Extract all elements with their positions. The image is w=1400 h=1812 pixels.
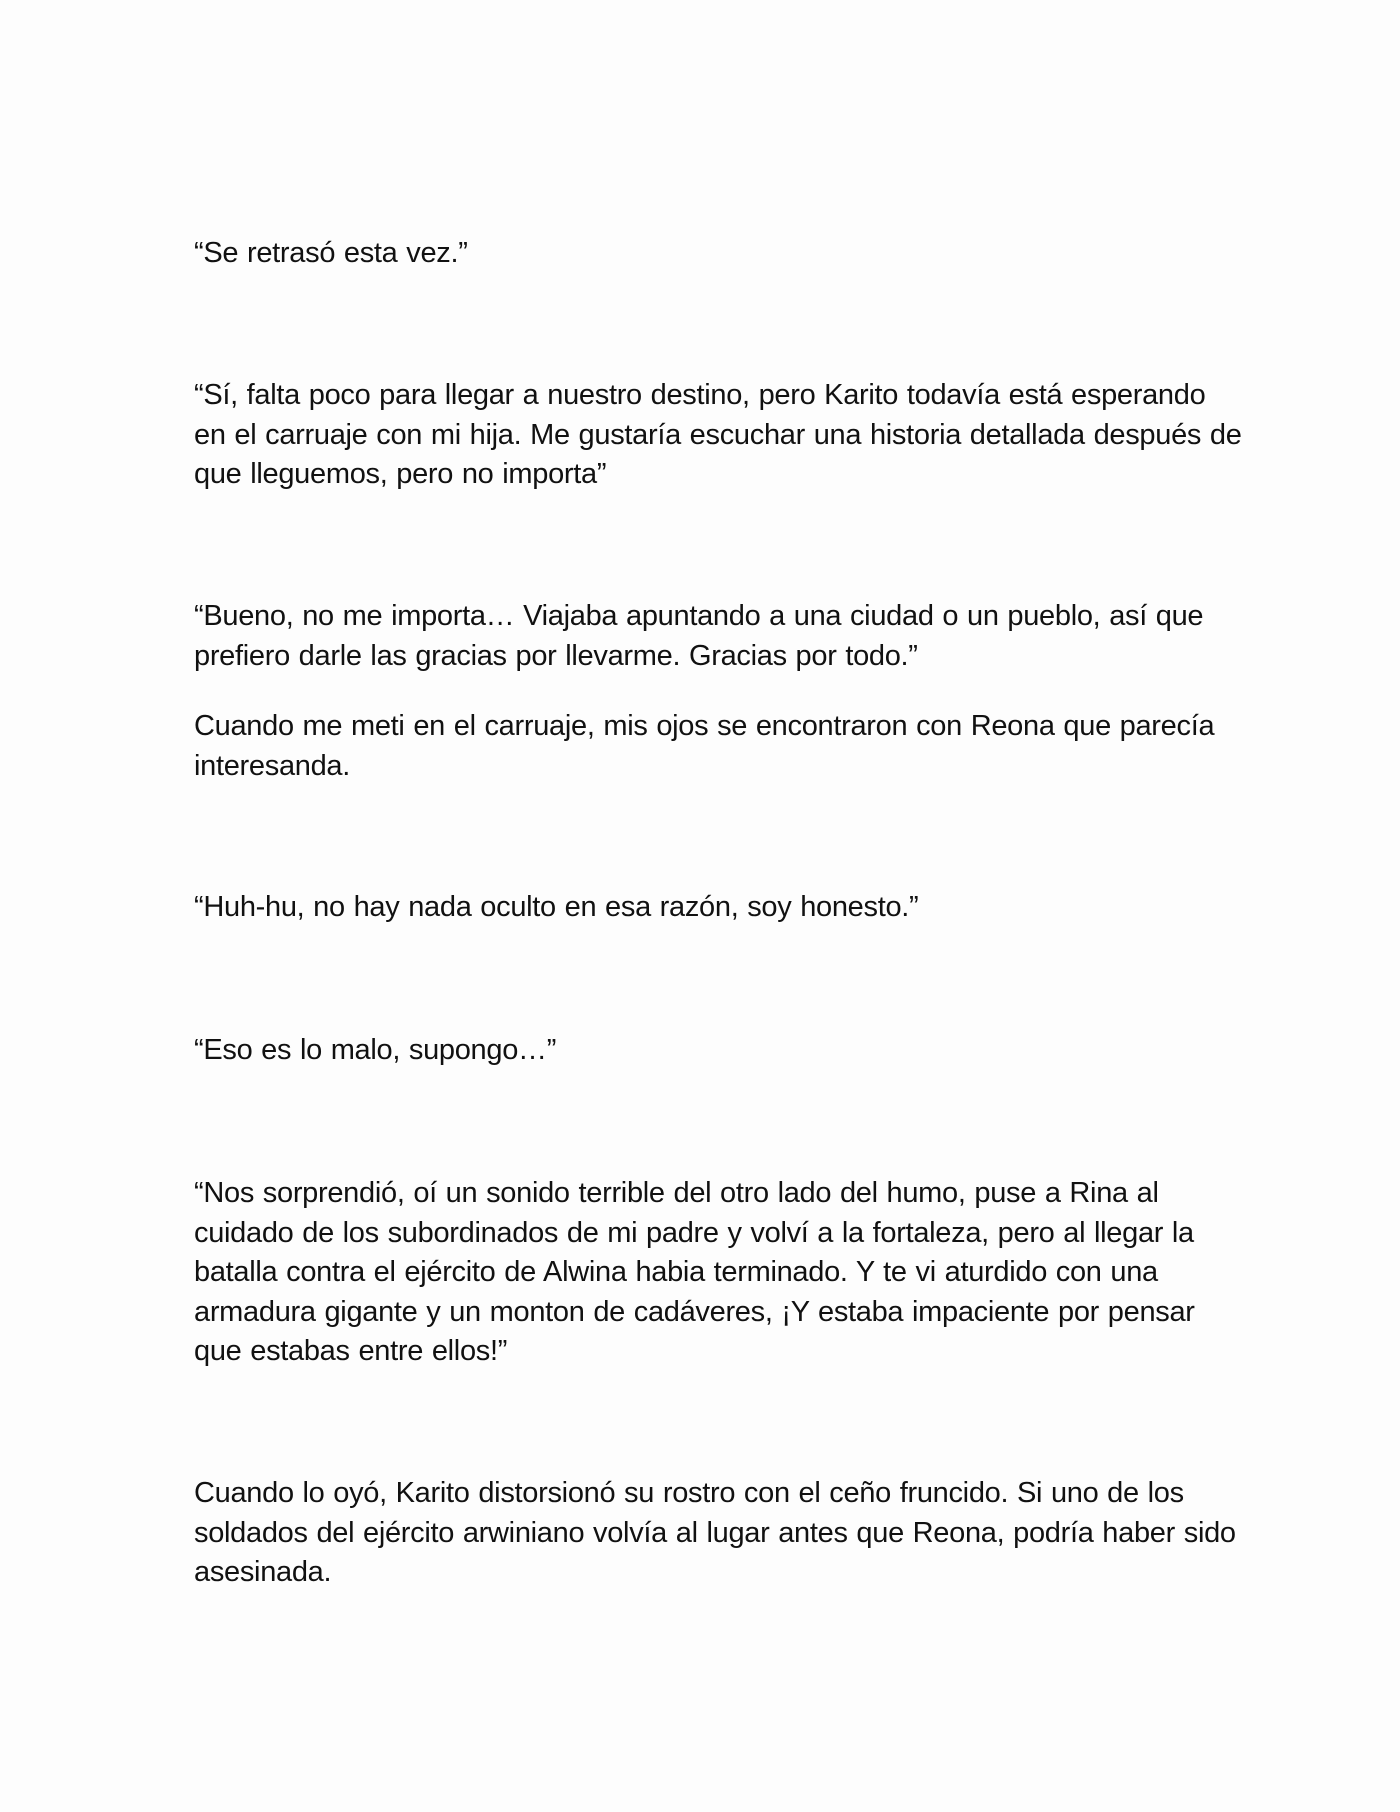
dialogue-paragraph: “Bueno, no me importa… Viajaba apuntando a una ciudad o un pueblo, así que prefiero darle las gracias por llevarme. Gracias por todo.” [194, 600, 1204, 672]
dialogue-paragraph: “Nos sorprendió, oí un sonido terrible del otro lado del humo, puse a Rina al cuidado de los subordinados de mi padre y volví a la fortaleza, pero al llegar la batalla contra el ejército de Alwina habia terminado. Y te vi aturdido con una armadura gigante y un monton de cadáveres, ¡Y estaba impaciente por pensar que estabas entre ellos!” [194, 1177, 1195, 1367]
narration-paragraph: Cuando lo oyó, Karito distorsionó su rostro con el ceño fruncido. Si uno de los soldados del ejército arwiniano volvía al lugar antes que Reona, podría haber sido asesinada. [194, 1477, 1236, 1588]
dialogue-paragraph: “Se retrasó esta vez.” [194, 237, 468, 269]
dialogue-paragraph: “Eso es lo malo, supongo…” [194, 1034, 557, 1066]
narration-paragraph: Cuando me meti en el carruaje, mis ojos se encontraron con Reona que parecía interesanda. [194, 710, 1215, 782]
dialogue-paragraph: “Sí, falta poco para llegar a nuestro destino, pero Karito todavía está esperando en el carruaje con mi hija. Me gustaría escuchar una historia detallada después de que lleguemos, pero no importa” [194, 379, 1242, 490]
dialogue-paragraph: “Huh-hu, no hay nada oculto en esa razón, soy honesto.” [194, 891, 919, 923]
